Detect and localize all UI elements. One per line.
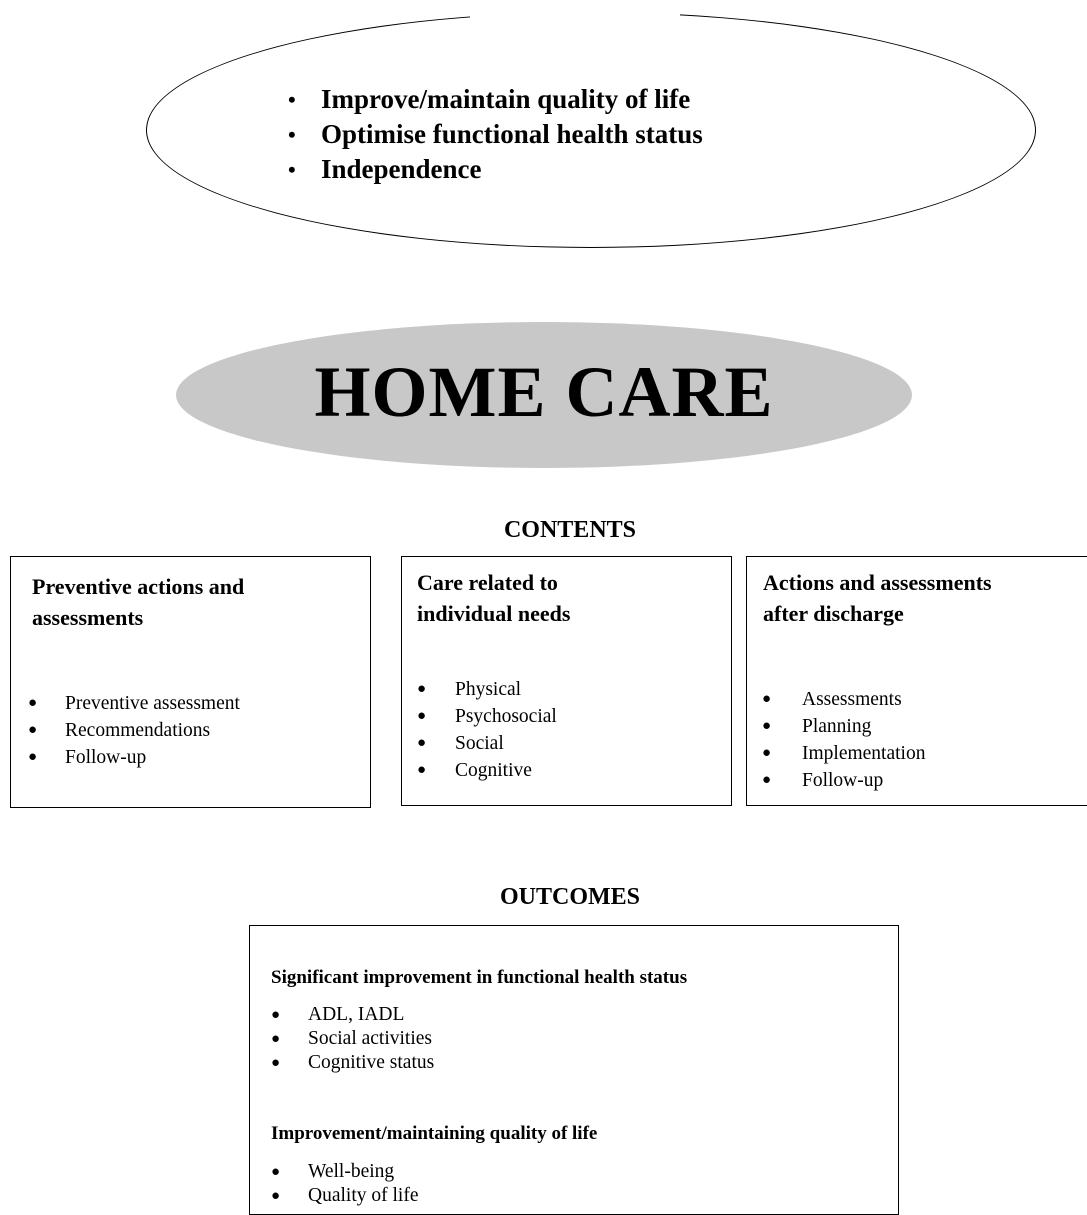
list-item [417,730,557,757]
list-item [271,1160,418,1184]
list-item-label: Social [455,733,504,754]
box-heading [763,567,992,629]
goal-label: Improve/maintain quality of life [321,84,691,114]
box-heading-line: assessments [32,605,144,630]
bullet-icon: • [288,157,296,182]
goal-item [288,82,703,117]
goal-item [288,117,703,152]
bullet-icon: ● [762,691,772,707]
bullet-icon: ● [762,772,772,788]
list-item-label: ADL, IADL [308,1004,405,1025]
box-list [762,686,925,794]
box-heading-line: Actions and assessments [763,570,992,595]
list-item [762,686,925,713]
list-item [28,690,240,717]
bullet-icon: ● [271,1007,281,1023]
goal-item [288,152,703,187]
bullet-icon: ● [417,735,427,751]
list-item-label: Planning [802,716,872,737]
box-heading-line: Care related to [417,570,558,595]
goal-label: Independence [321,154,482,184]
list-item [271,1051,434,1075]
box-heading [417,567,570,629]
list-item [271,1003,434,1027]
box-heading-line: after discharge [763,601,904,626]
list-item-label: Follow-up [802,770,884,791]
list-item [271,1184,418,1208]
list-item-label: Cognitive [455,760,532,781]
outcome-group-heading: Significant improvement in functional health status [271,967,688,988]
list-item [762,713,925,740]
list-item [28,744,240,771]
outcome-list [271,1003,434,1075]
list-item-label: Psychosocial [455,706,557,727]
bullet-icon: ● [417,762,427,778]
bullet-icon: ● [271,1164,281,1180]
ellipse-gap [470,5,680,19]
box-heading-line: individual needs [417,601,571,626]
bullet-icon: ● [271,1188,281,1204]
bullet-icon: • [288,122,296,147]
list-item-label: Recommendations [65,720,211,741]
bullet-icon: • [288,87,296,112]
list-item [417,676,557,703]
list-item [417,703,557,730]
outcomes-box [249,925,899,1215]
bullet-icon: ● [271,1055,281,1071]
bullet-icon: ● [417,708,427,724]
list-item-label: Physical [455,679,522,700]
list-item-label: Assessments [802,689,902,710]
box-heading [32,571,244,633]
box-list [417,676,557,784]
list-item-label: Cognitive status [308,1052,435,1073]
bullet-icon: ● [271,1031,281,1047]
box-list [28,690,240,771]
bullet-icon: ● [417,681,427,697]
goals-list [288,82,703,187]
list-item-label: Preventive assessment [65,693,240,714]
list-item [762,767,925,794]
bullet-icon: ● [28,749,38,765]
goal-label: Optimise functional health status [321,119,703,149]
list-item-label: Follow-up [65,747,147,768]
list-item [271,1027,434,1051]
list-item-label: Well-being [308,1161,395,1182]
outcome-group-heading: Improvement/maintaining quality of life [271,1123,598,1144]
bullet-icon: ● [762,745,772,761]
home-care-title: HOME CARE [314,352,774,432]
outcome-list [271,1160,418,1208]
contents-title: CONTENTS [503,517,637,543]
list-item [762,740,925,767]
list-item [417,757,557,784]
bullet-icon: ● [28,722,38,738]
bullet-icon: ● [762,718,772,734]
outcomes-title: OUTCOMES [499,884,640,910]
list-item [28,717,240,744]
list-item-label: Social activities [308,1028,433,1049]
bullet-icon: ● [28,695,38,711]
box-heading-line: Preventive actions and [32,574,245,599]
list-item-label: Implementation [802,743,926,764]
list-item-label: Quality of life [308,1185,419,1206]
